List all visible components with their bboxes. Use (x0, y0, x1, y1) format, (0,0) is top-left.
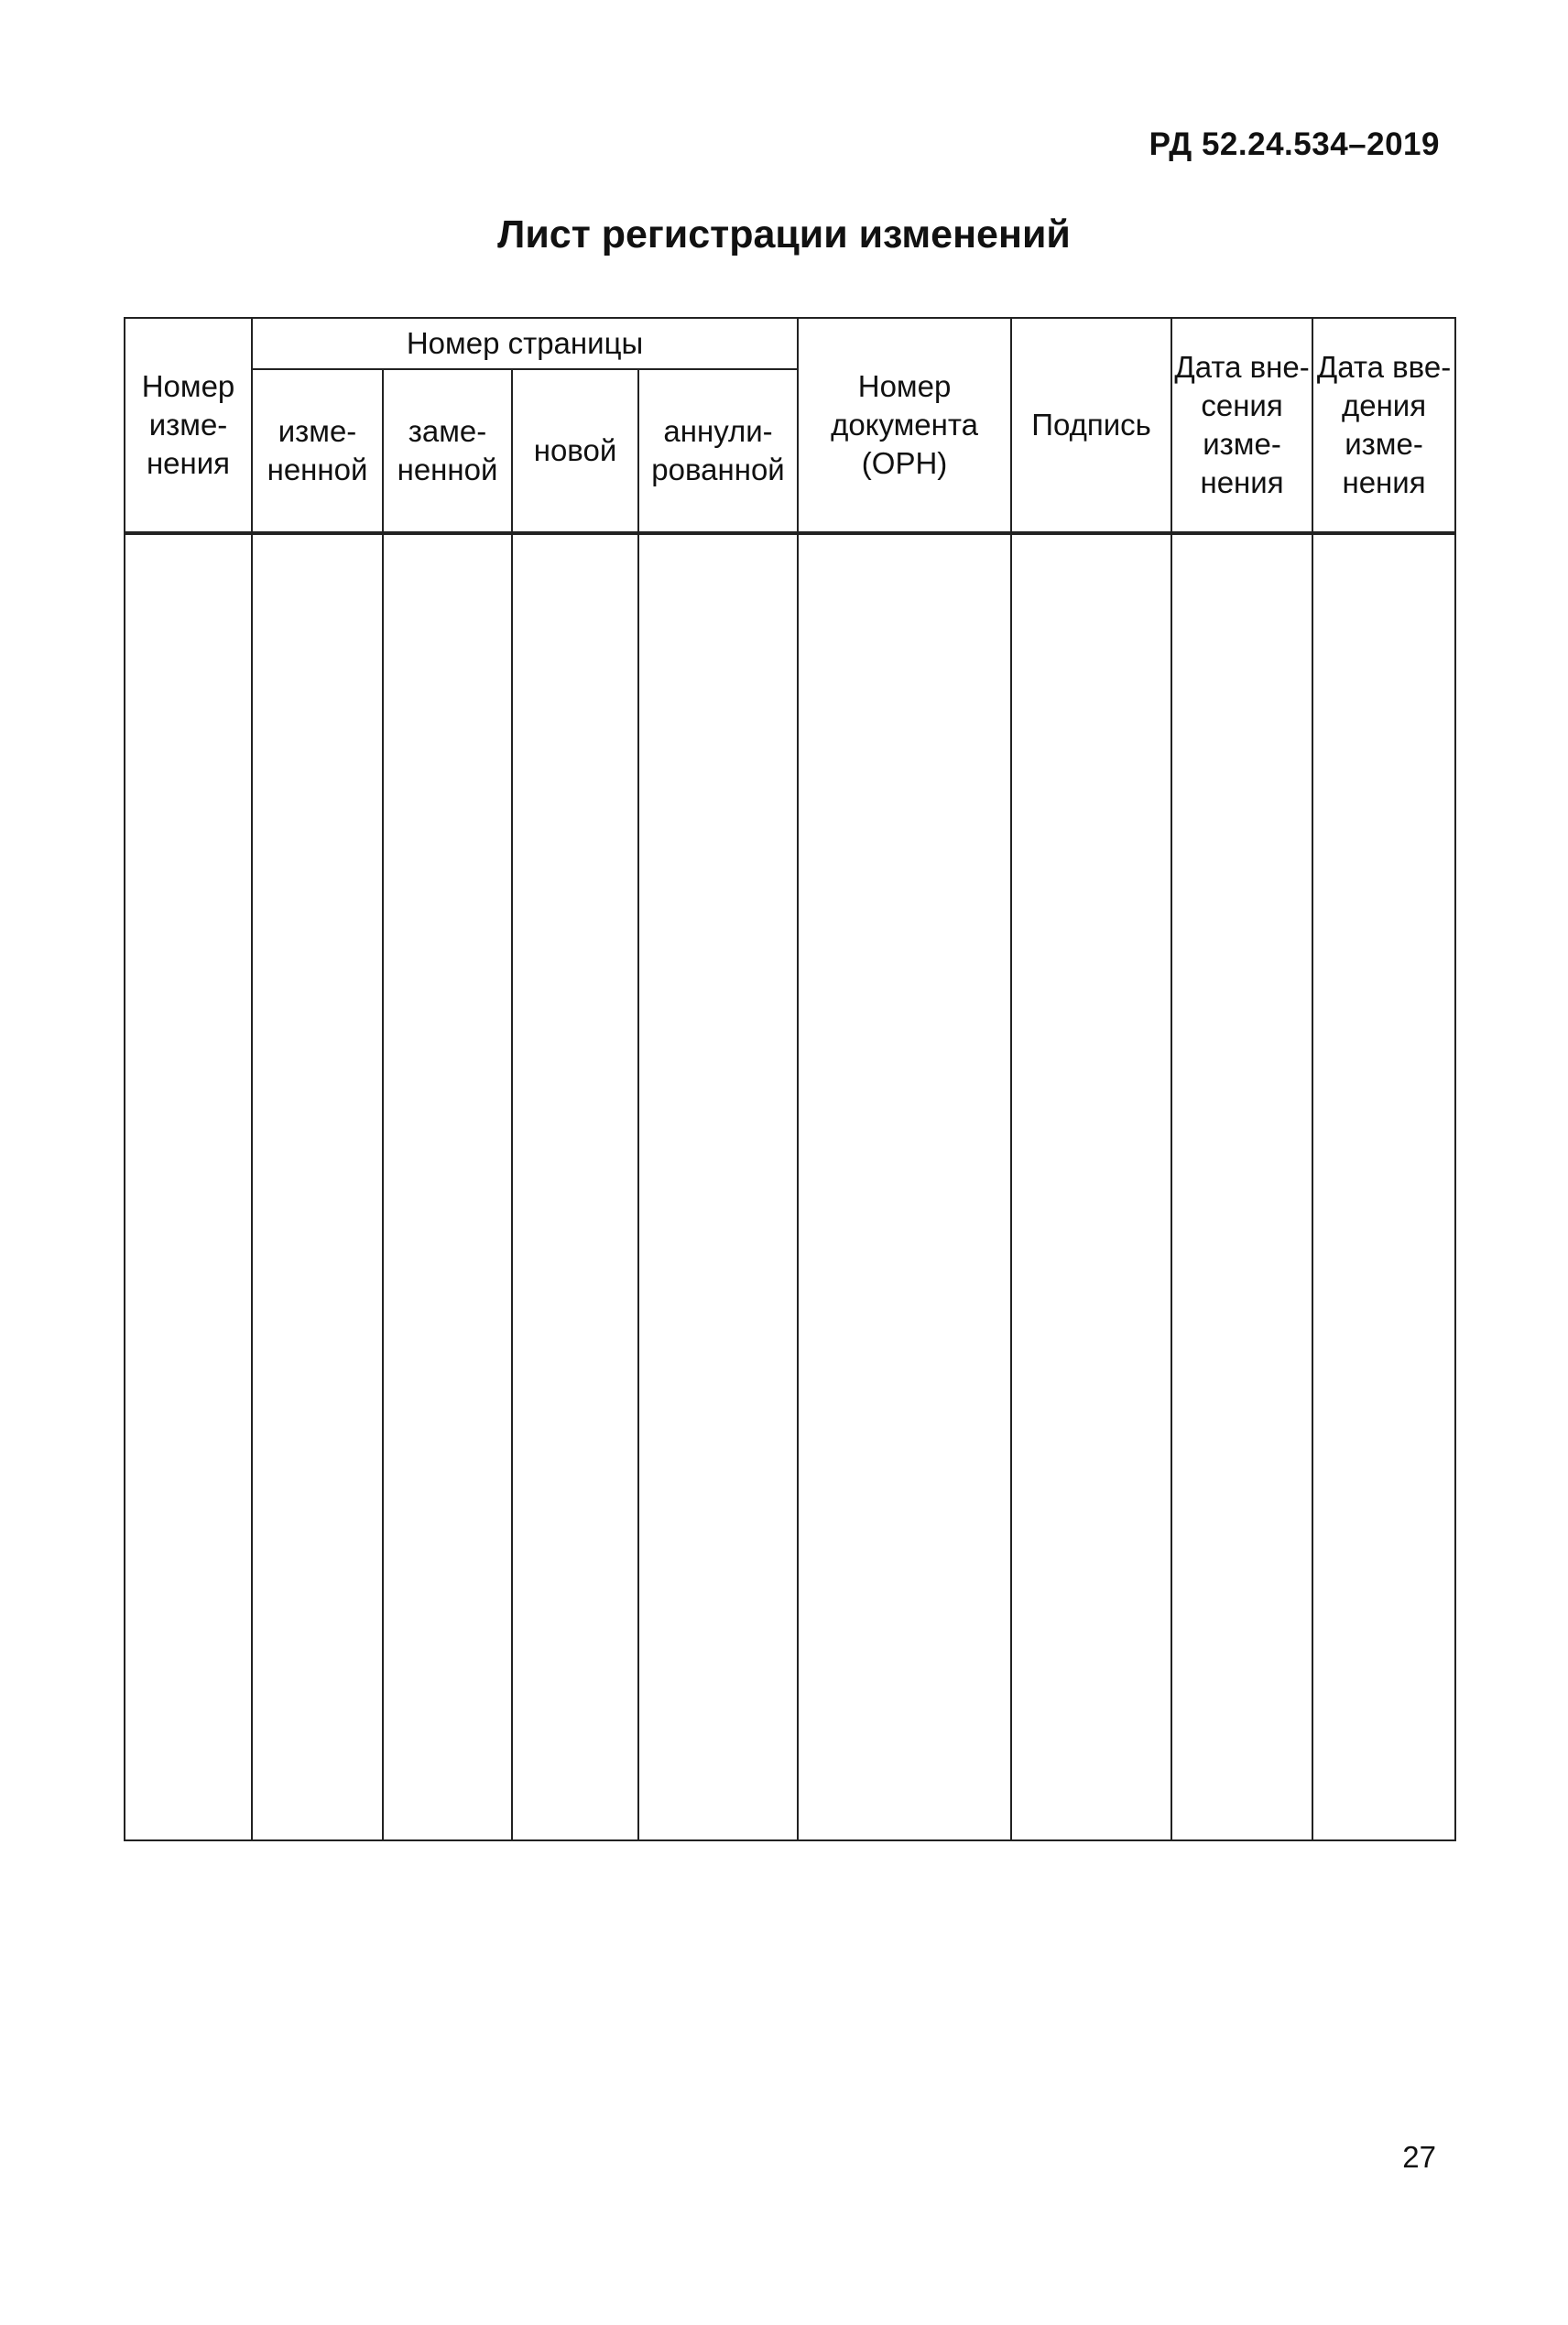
cell-replaced-page (383, 533, 512, 1840)
cell-signature (1011, 533, 1171, 1840)
cell-change-number (125, 533, 252, 1840)
page-title: Лист регистрации изменений (497, 213, 1071, 257)
cell-document-number (798, 533, 1011, 1840)
cell-changed-page (252, 533, 383, 1840)
header-changed-page: измененной (252, 369, 383, 533)
table-row (125, 533, 1455, 1840)
header-entry-date: Дата внесения изменения (1171, 318, 1312, 533)
header-change-number: Номер изменения (125, 318, 252, 533)
header-page-number-group: Номер страницы (252, 318, 798, 369)
change-registration-table (124, 317, 1456, 1841)
cell-effective-date (1312, 533, 1455, 1840)
header-new-page: новой (512, 369, 638, 533)
header-annulled-page: аннулированной (638, 369, 798, 533)
cell-new-page (512, 533, 638, 1840)
cell-annulled-page (638, 533, 798, 1840)
document-code: РД 52.24.534–2019 (1149, 126, 1440, 162)
cell-entry-date (1171, 533, 1312, 1840)
header-document-number: Номер документа (ОРН) (798, 318, 1011, 533)
page-number: 27 (1402, 2140, 1436, 2174)
header-effective-date: Дата введения изменения (1312, 318, 1455, 533)
header-signature: Подпись (1011, 318, 1171, 533)
header-replaced-page: замененной (383, 369, 512, 533)
